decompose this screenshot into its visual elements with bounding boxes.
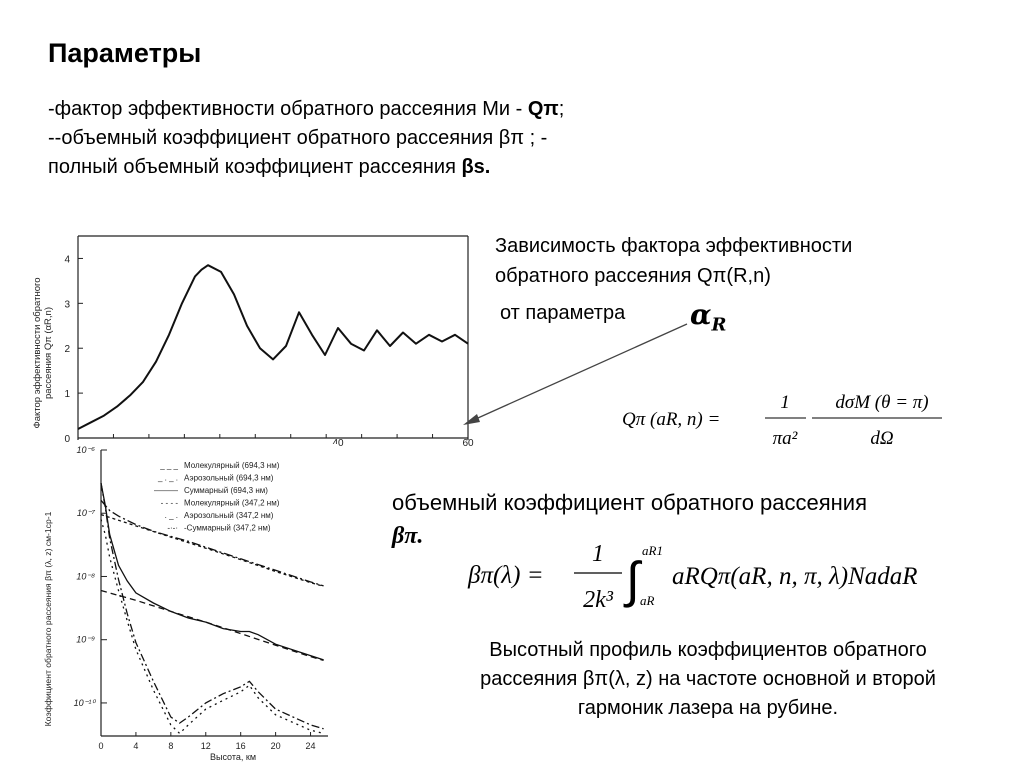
alpha-symbol: α — [690, 298, 712, 331]
profile-caption-line1: Высотный профиль коэффициентов обратного — [489, 639, 927, 661]
legend-label: Аэрозольный (347,2 нм) — [184, 511, 274, 520]
chart-top-yticks — [64, 254, 83, 445]
formula1-frac1-num: 1 — [780, 392, 790, 413]
legend-line-style: _ . _ . — [157, 473, 178, 483]
param-line-3 — [48, 153, 564, 182]
formula2-lhs: βπ(λ) = — [468, 562, 544, 589]
formula2-integrand: aRQπ(aR, n, π, λ)NadaR — [672, 563, 918, 590]
integral-sign: ∫ — [626, 552, 640, 608]
chart-bottom-xtick-label: 24 — [305, 741, 316, 751]
beta-pi-formula — [462, 535, 962, 615]
profile-caption-line3: гармоник лазера на рубине. — [577, 697, 839, 719]
chart-bottom-xlabel: Высота, км — [209, 752, 257, 762]
formula1-frac2-num: dσM (θ = π) — [835, 392, 929, 413]
legend-label: Молекулярный (694,3 нм) — [184, 461, 280, 470]
chart-bottom-series-line — [101, 591, 324, 661]
chart-bottom-ylabel: Коэффициент обратного рассеяния βπ (λ, z) см-1ср-1 — [43, 511, 53, 727]
param-line-3-symbol: βs. — [461, 156, 491, 178]
chart-bottom-series — [101, 483, 324, 733]
param-line-1 — [48, 95, 564, 124]
chart-bottom-legend — [154, 461, 280, 533]
legend-line-style: - - - - — [160, 498, 178, 508]
parameters-list — [48, 95, 564, 182]
dependence-caption-line3: от параметра — [500, 302, 626, 324]
chart-bottom-xtick-label: 4 — [133, 741, 139, 751]
formula2-lower-limit: aR — [640, 593, 655, 608]
param-line-3-text: полный объемный коэффициент рассеяния — [48, 156, 462, 178]
formula1-frac1-den: πa² — [772, 428, 798, 449]
chart-top-xtick-label: 40 — [332, 438, 344, 448]
efficiency-factor-chart — [10, 228, 480, 448]
chart-bottom-ytick-label: 10⁻⁸ — [76, 571, 95, 582]
profile-caption-line2: рассеяния βπ(λ, z) на частоте основной и второй — [480, 668, 936, 690]
chart-bottom-yticks — [74, 445, 107, 708]
chart-top-ylabel-line1: Фактор эффективности обратного — [32, 277, 43, 429]
formula2-frac-den: 2k³ — [583, 587, 613, 613]
dependence-caption-line2: обратного рассеяния Qπ(R,n) — [495, 265, 771, 287]
chart-top-ytick-label: 2 — [64, 344, 70, 356]
dependence-caption-line1: Зависимость фактора эффективности — [495, 235, 853, 257]
slide-title: Параметры — [48, 38, 202, 68]
arrow-head — [463, 414, 480, 425]
dependence-caption — [495, 231, 852, 291]
param-line-1-suffix: ; — [558, 98, 565, 120]
param-line-2: --объемный коэффициент обратного рассеяния βπ ; - — [48, 127, 548, 149]
chart-bottom-xticks — [98, 732, 315, 751]
chart-top-series — [78, 265, 468, 429]
chart-top-ytick-label: 4 — [64, 254, 70, 266]
chart-bottom-ytick-label: 10⁻⁹ — [76, 634, 95, 645]
chart-bottom-ytick-label: 10⁻¹⁰ — [73, 697, 95, 708]
chart-bottom-series-line — [101, 519, 324, 733]
legend-label: Молекулярный (347,2 нм) — [184, 498, 280, 508]
formula2-upper-limit: aR1 — [642, 543, 663, 558]
q-pi-formula — [620, 385, 950, 455]
chart-bottom-ytick-label: 10⁻⁷ — [76, 508, 95, 519]
legend-line-style: _ _ _ — [160, 461, 178, 470]
chart-top-ylabel-line2: рассеяния Qπ (αR,n) — [43, 306, 54, 400]
param-line-1-symbol: Qπ — [527, 98, 559, 120]
chart-top-ytick-label: 0 — [64, 434, 70, 445]
chart-top-xtick-label: 60 — [462, 438, 474, 448]
chart-top-series-line — [78, 265, 468, 429]
legend-label: Суммарный (694,3 нм) — [184, 486, 268, 495]
formula2-frac-num: 1 — [592, 541, 604, 567]
param-line-1-text: -фактор эффективности обратного рассеяния Ми - — [48, 98, 528, 120]
volume-coefficient-heading: объемный коэффициент обратного рассеяния — [392, 490, 868, 515]
profile-caption — [398, 636, 1018, 723]
legend-label: -Суммарный (347,2 нм) — [184, 523, 271, 533]
alpha-subscript: R — [711, 314, 727, 336]
legend-line-style: . _ . — [164, 511, 178, 520]
chart-bottom-xtick-label: 16 — [235, 741, 246, 751]
backscatter-profile-chart — [38, 444, 338, 766]
legend-line-style: -·-· — [167, 523, 178, 533]
chart-bottom-ytick-label: 10⁻⁶ — [76, 445, 95, 455]
chart-bottom-xtick-label: 8 — [168, 741, 174, 751]
chart-bottom-xtick-label: 20 — [270, 741, 281, 751]
legend-line-style: ——— — [154, 486, 178, 495]
formula1-frac2-den: dΩ — [870, 428, 894, 449]
legend-label: Аэрозольный (694,3 нм) — [184, 473, 274, 483]
chart-top-ytick-label: 3 — [64, 299, 70, 311]
formula1-lhs: Qπ (aR, n) = — [622, 409, 721, 430]
volume-coefficient-symbol: βπ. — [392, 523, 424, 549]
alpha-parameter — [690, 298, 727, 336]
chart-bottom-xtick-label: 12 — [200, 741, 211, 751]
chart-top-ytick-label: 1 — [64, 389, 70, 401]
chart-bottom-series-line — [101, 483, 324, 660]
chart-bottom-xtick-label: 0 — [98, 741, 104, 751]
